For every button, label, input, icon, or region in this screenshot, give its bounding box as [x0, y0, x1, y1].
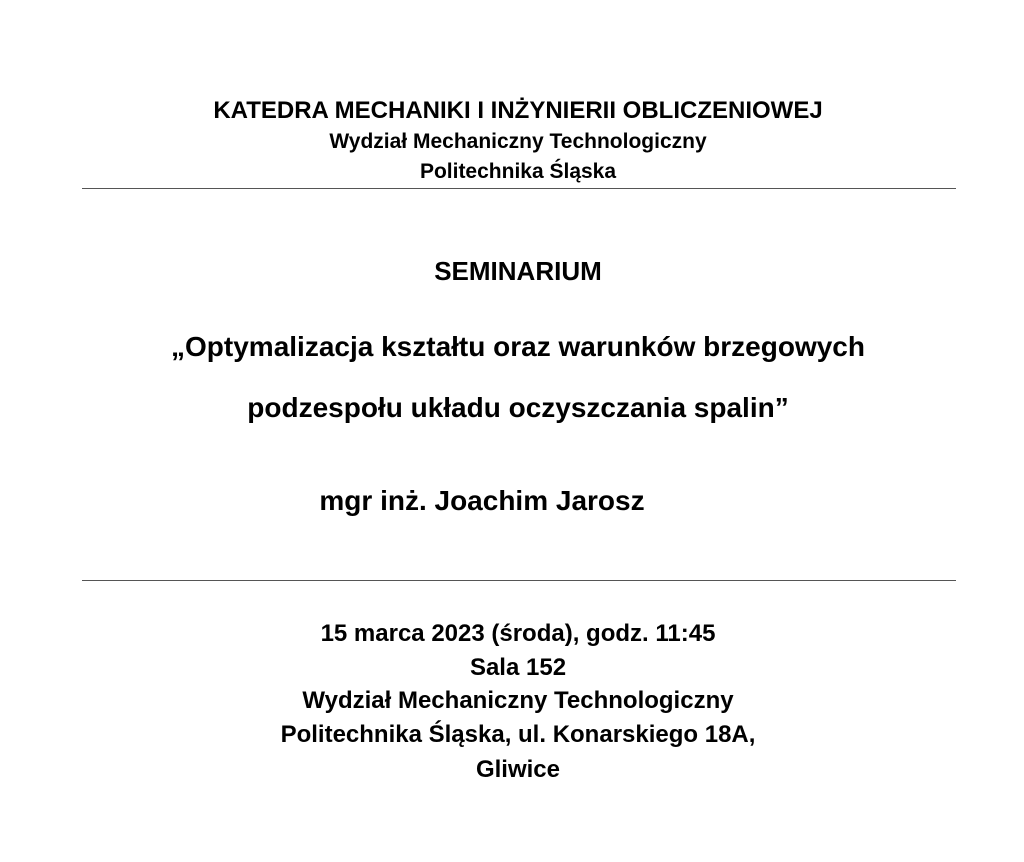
room-number: Sala 152 — [469, 654, 567, 681]
seminar-label: SEMINARIUM — [434, 256, 602, 286]
speaker-name: mgr inż. Joachim Jarosz — [319, 485, 645, 516]
seminar-title-line-2: podzespołu układu oczyszczania spalin” — [247, 392, 789, 423]
venue-city: Gliwice — [475, 756, 561, 783]
department-heading: KATEDRA MECHANIKI I INŻYNIERII OBLICZENIOWEJ — [213, 97, 823, 124]
venue-address: Politechnika Śląska, ul. Konarskiego 18A, — [280, 721, 756, 748]
date-time: 15 marca 2023 (środa), godz. 11:45 — [320, 620, 716, 647]
bottom-divider — [82, 580, 956, 581]
top-divider — [82, 188, 956, 189]
university-subheading: Politechnika Śląska — [419, 160, 617, 183]
faculty-subheading: Wydział Mechaniczny Technologiczny — [329, 130, 707, 153]
venue-faculty: Wydział Mechaniczny Technologiczny — [302, 687, 734, 714]
seminar-title-line-1: „Optymalizacja kształtu oraz warunków brzegowych — [171, 331, 865, 362]
